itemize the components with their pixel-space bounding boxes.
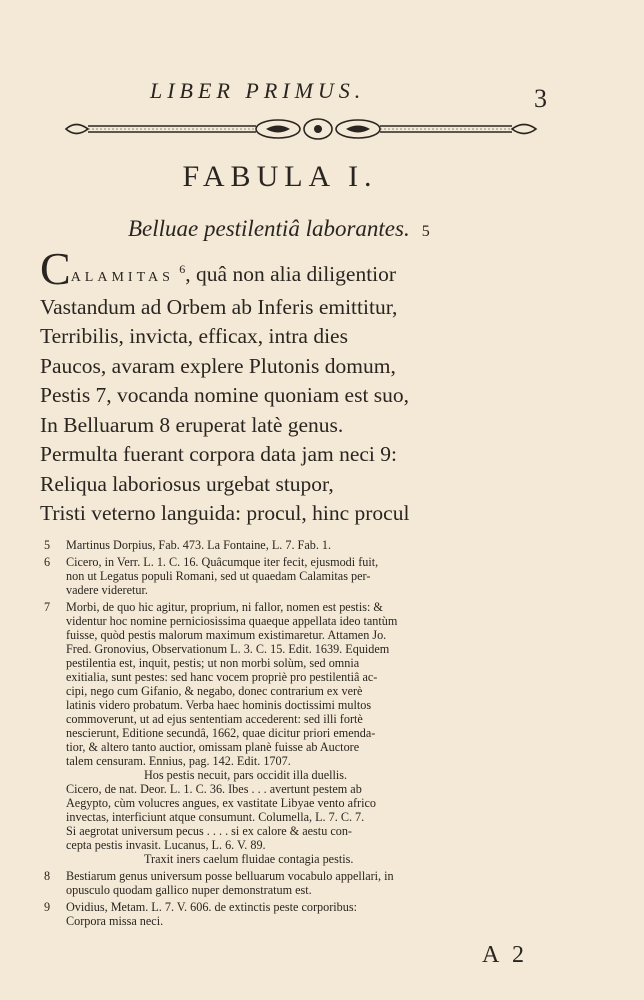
footnote-quote: Hos pestis necuit, pars occidit illa duellis. bbox=[144, 768, 348, 782]
footnote-number: 8 bbox=[44, 869, 51, 883]
footnote-8 bbox=[44, 869, 538, 897]
footnote-line: non ut Legatus populi Romani, sed ut quaedam Calamitas per- bbox=[66, 569, 371, 583]
verse-line-first bbox=[40, 243, 470, 294]
verse-line: Reliqua laboriosus urgebat stupor, bbox=[40, 471, 334, 496]
first-word: ALAMITAS bbox=[70, 270, 174, 285]
verse-line: Terribilis, invicta, efficax, intra dies bbox=[40, 324, 348, 348]
footnote-text: Cicero, in Verr. L. 1. C. 16. Quâcumque iter fecit, ejusmodi fuit, bbox=[66, 555, 379, 569]
signature-mark: A 2 bbox=[482, 942, 529, 968]
ornament-divider-icon bbox=[56, 114, 546, 144]
footnote-line: nescierunt, Editione secundâ, 1662, quae dicitur priori emenda- bbox=[66, 726, 376, 740]
footnote-line: cepta pestis invasit. Lucanus, L. 6. V. 89. bbox=[66, 838, 266, 852]
footnote-number: 7 bbox=[44, 600, 51, 614]
footnote-line: tior, & altero tanto auctior, omissam planè fuisse ab Auctore bbox=[66, 740, 360, 754]
verse-line: Permulta fuerant corpora data jam neci 9: bbox=[40, 442, 397, 466]
footnote-text: Bestiarum genus universum posse belluarum vocabulo appellari, in bbox=[66, 869, 394, 883]
fable-subtitle-text: Belluae pestilentiâ laborantes. bbox=[128, 216, 410, 241]
footnote-line: pestilentia est, inquit, pestis; ut non morbi solùm, sed omnia bbox=[66, 656, 360, 670]
footnote-text: Ovidius, Metam. L. 7. V. 606. de extinctis peste corporibus: bbox=[66, 900, 357, 914]
footnote-number: 6 bbox=[44, 555, 51, 569]
verse-line-text: , quâ non alia diligentior bbox=[185, 262, 397, 286]
footnote-line: Aegypto, cùm volucres angues, ex vastitate Libyae vento africo bbox=[66, 796, 376, 810]
footnote-line: Si aegrotat universum pecus . . . . si ex calore & aestu con- bbox=[66, 824, 352, 838]
footnote-line: talem censuram. Ennius, pag. 142. Edit. 1707. bbox=[66, 754, 291, 768]
footnote-line: latinis videro probatum. Verba haec hominis doctissimi multos bbox=[66, 698, 372, 712]
fable-subtitle bbox=[128, 216, 430, 242]
fable-title: FABULA I. bbox=[182, 160, 378, 193]
footnote-5 bbox=[44, 538, 538, 552]
footnote-line: vadere videretur. bbox=[66, 583, 148, 597]
footnote-number: 5 bbox=[44, 538, 51, 552]
footnote-line: Cicero, de nat. Deor. L. 1. C. 36. Ibes . . . avertunt pestem ab bbox=[66, 782, 362, 796]
verse-line: Vastandum ad Orbem ab Inferis emittitur, bbox=[40, 294, 398, 319]
subtitle-note-ref: 5 bbox=[421, 223, 430, 240]
footnote-text: Morbi, de quo hic agitur, proprium, ni fallor, nomen est pestis: & bbox=[66, 600, 383, 614]
footnote-6 bbox=[44, 555, 538, 597]
footnote-line: commoverunt, ut ad ejus sententiam accederent: sed illi fortè bbox=[66, 712, 363, 726]
footnote-line: fuisse, quòd pestis malorum maximum existimaretur. Attamen Jo. bbox=[66, 628, 387, 642]
footnote-number: 9 bbox=[44, 900, 51, 914]
footnote-7 bbox=[44, 600, 538, 866]
footnote-line: cipi, nego cum Gifanio, & negabo, donec contrarium ex verè bbox=[66, 684, 363, 698]
verse-block bbox=[40, 243, 470, 529]
verse-line: Paucos, avaram explere Plutonis domum, bbox=[40, 353, 396, 378]
verse-line: In Belluarum 8 eruperat latè genus. bbox=[40, 412, 344, 437]
verse-line: Pestis 7, vocanda nomine quoniam est suo, bbox=[40, 383, 410, 407]
footnote-line: videntur hoc nomine perniciosissima quaeque appellata ideo tantùm bbox=[66, 614, 398, 628]
page-number: 3 bbox=[534, 84, 547, 113]
running-head: LIBER PRIMUS. bbox=[150, 78, 366, 103]
drop-cap: C bbox=[40, 243, 71, 294]
footnote-line: opusculo quodam gallico nuper demonstratum est. bbox=[66, 883, 312, 897]
footnote-9 bbox=[44, 900, 538, 928]
footnote-quote: Traxit iners caelum fluidae contagia pestis. bbox=[144, 852, 354, 866]
verse-line: Tristi veterno languida: procul, hinc procul bbox=[40, 501, 410, 525]
footnotes bbox=[44, 538, 538, 931]
footnote-text: Martinus Dorpius, Fab. 473. La Fontaine, L. 7. Fab. 1. bbox=[66, 538, 332, 552]
footnote-line: invectas, interficiunt atque consumunt. Columella, L. 7. C. 7. bbox=[66, 810, 365, 824]
footnote-line: Fred. Gronovius, Observationum L. 3. C. 15. Edit. 1639. Equidem bbox=[66, 642, 390, 656]
footnote-line: Corpora missa neci. bbox=[66, 914, 164, 928]
footnote-line: exitialia, sunt pestes: sed hanc vocem propriè pro pestilentiâ ac- bbox=[66, 670, 378, 684]
note-ref: 6 bbox=[179, 261, 186, 276]
